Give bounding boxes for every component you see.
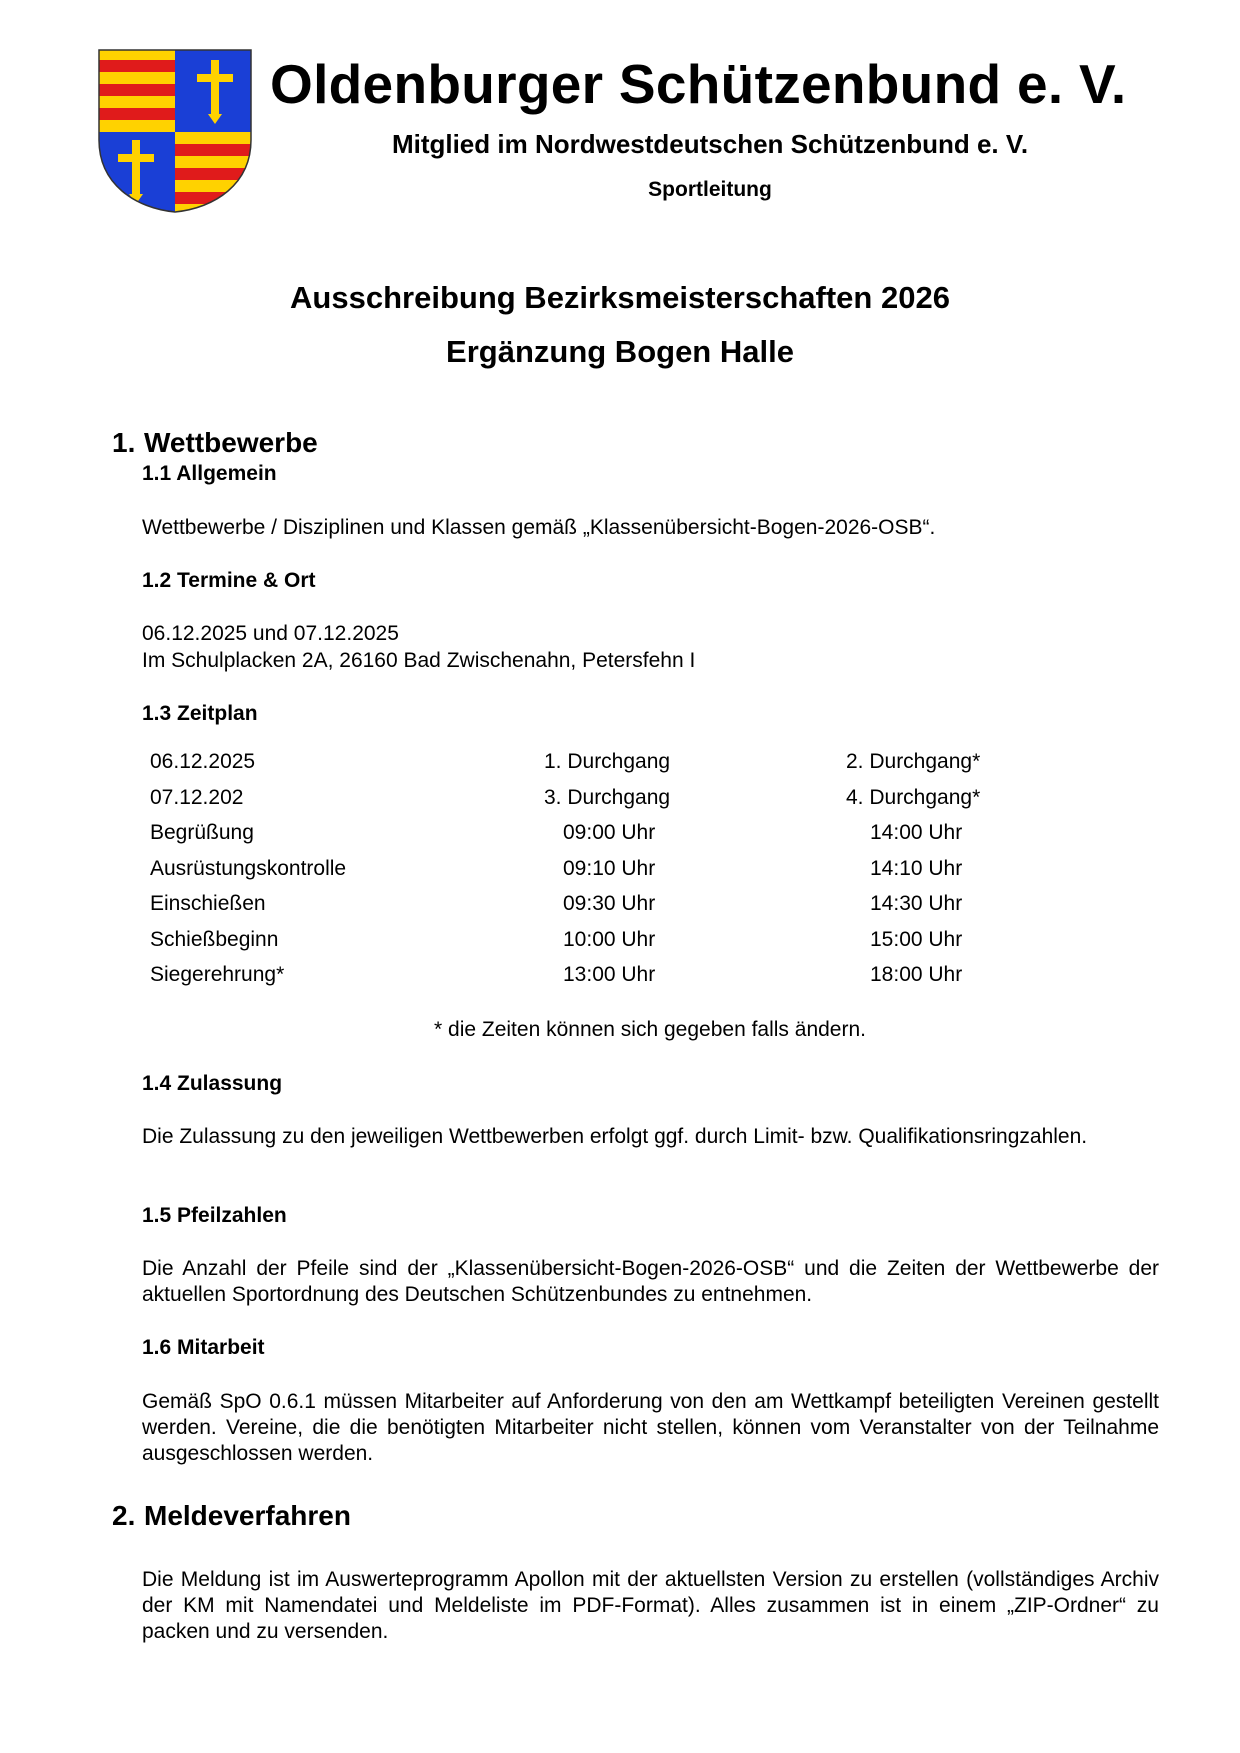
- section-1-title: Wettbewerbe: [144, 427, 318, 458]
- schedule-cell: 07.12.202: [150, 785, 244, 809]
- section-1-2-heading: 1.2 Termine & Ort: [142, 569, 316, 592]
- schedule-cell: 10:00 Uhr: [563, 927, 656, 951]
- section-1-2-location-line: Im Schulplacken 2A, 26160 Bad Zwischenahn, Petersfehn I: [142, 649, 696, 672]
- schedule-row: [150, 963, 1070, 999]
- document-title: Ausschreibung Bezirksmeisterschaften 2026: [290, 280, 950, 315]
- organization-name: Oldenburger Schützenbund e. V.: [270, 53, 1127, 115]
- coat-of-arms-logo: [97, 48, 253, 214]
- schedule-cell: 4. Durchgang*: [846, 785, 981, 809]
- schedule-cell: Einschießen: [150, 892, 266, 915]
- schedule-footnote: * die Zeiten können sich gegeben falls ändern.: [434, 1018, 866, 1041]
- section-1-heading: [112, 427, 318, 459]
- section-1-1-text: Wettbewerbe / Disziplinen und Klassen gemäß „Klassenübersicht-Bogen-2026-OSB“.: [142, 516, 936, 539]
- section-1-4-text: Die Zulassung zu den jeweiligen Wettbewerben erfolgt ggf. durch Limit- bzw. Qualifikationsringzahlen.: [142, 1125, 1088, 1148]
- section-1-1-heading: 1.1 Allgemein: [142, 462, 277, 485]
- schedule-cell: 09:10 Uhr: [563, 856, 656, 880]
- schedule-cell: 09:00 Uhr: [563, 821, 656, 844]
- section-2-heading: [112, 1500, 351, 1532]
- schedule-row: [150, 857, 1070, 893]
- membership-line: Mitglied im Nordwestdeutschen Schützenbund e. V.: [391, 129, 1029, 159]
- section-1-5-heading: 1.5 Pfeilzahlen: [142, 1204, 287, 1227]
- schedule-cell: 14:10 Uhr: [870, 856, 963, 880]
- document-subtitle: Ergänzung Bogen Halle: [446, 334, 794, 369]
- schedule-cell: 14:00 Uhr: [870, 821, 963, 844]
- schedule-cell: 2. Durchgang*: [846, 750, 981, 773]
- section-2-number: 2.: [112, 1500, 136, 1531]
- schedule-cell: 18:00 Uhr: [870, 963, 963, 986]
- schedule-cell: Schießbeginn: [150, 927, 279, 951]
- schedule-cell: 09:30 Uhr: [563, 892, 656, 915]
- schedule-cell: 15:00 Uhr: [870, 927, 963, 951]
- section-1-number: 1.: [112, 427, 136, 458]
- schedule-row: [150, 928, 1070, 964]
- schedule-row: [150, 821, 1070, 857]
- schedule-cell: Ausrüstungskontrolle: [150, 856, 347, 880]
- schedule-cell: 13:00 Uhr: [563, 963, 656, 986]
- schedule-row: [150, 892, 1070, 928]
- schedule-cell: 06.12.2025: [150, 750, 256, 773]
- schedule-cell: Begrüßung: [150, 821, 254, 844]
- section-2-title: Meldeverfahren: [144, 1500, 351, 1531]
- schedule-row: [150, 786, 1070, 822]
- section-1-5-text: Die Anzahl der Pfeile sind der „Klassenübersicht-Bogen-2026-OSB“ und die Zeiten der Wettbewerbe der aktuellen Sportordnung des Deutschen Schützenbundes zu entnehmen.: [142, 1257, 1159, 1306]
- schedule-cell: 3. Durchgang: [544, 785, 671, 809]
- schedule-cell: 1. Durchgang: [544, 750, 671, 773]
- coat-of-arms-icon: [97, 48, 253, 214]
- section-1-6-text: Gemäß SpO 0.6.1 müssen Mitarbeiter auf Anforderung von den am Wettkampf beteiligten Vereinen gestellt werden. Vereine, die die benötigten Mitarbeiter nicht stellen, können vom Veranstalter von der Teilnahme ausgeschlossen werden.: [142, 1390, 1159, 1465]
- department-label: Sportleitung: [648, 178, 772, 201]
- schedule-cell: Siegerehrung*: [150, 963, 285, 986]
- schedule-table: [150, 750, 1070, 999]
- schedule-cell: 14:30 Uhr: [870, 892, 963, 915]
- section-1-4-heading: 1.4 Zulassung: [142, 1072, 283, 1095]
- section-1-3-heading: 1.3 Zeitplan: [142, 702, 258, 725]
- section-2-text: Die Meldung ist im Auswerteprogramm Apollon mit der aktuellsten Version zu erstellen (vollständiges Archiv der KM mit Namendatei und Meldeliste im PDF-Format). Alles zusammen ist in einem „ZIP-Ordner“ zu packen und zu versenden.: [142, 1568, 1159, 1643]
- schedule-row: [150, 750, 1070, 786]
- section-1-6-heading: 1.6 Mitarbeit: [142, 1336, 265, 1359]
- section-1-2-date-line: 06.12.2025 und 07.12.2025: [142, 622, 399, 645]
